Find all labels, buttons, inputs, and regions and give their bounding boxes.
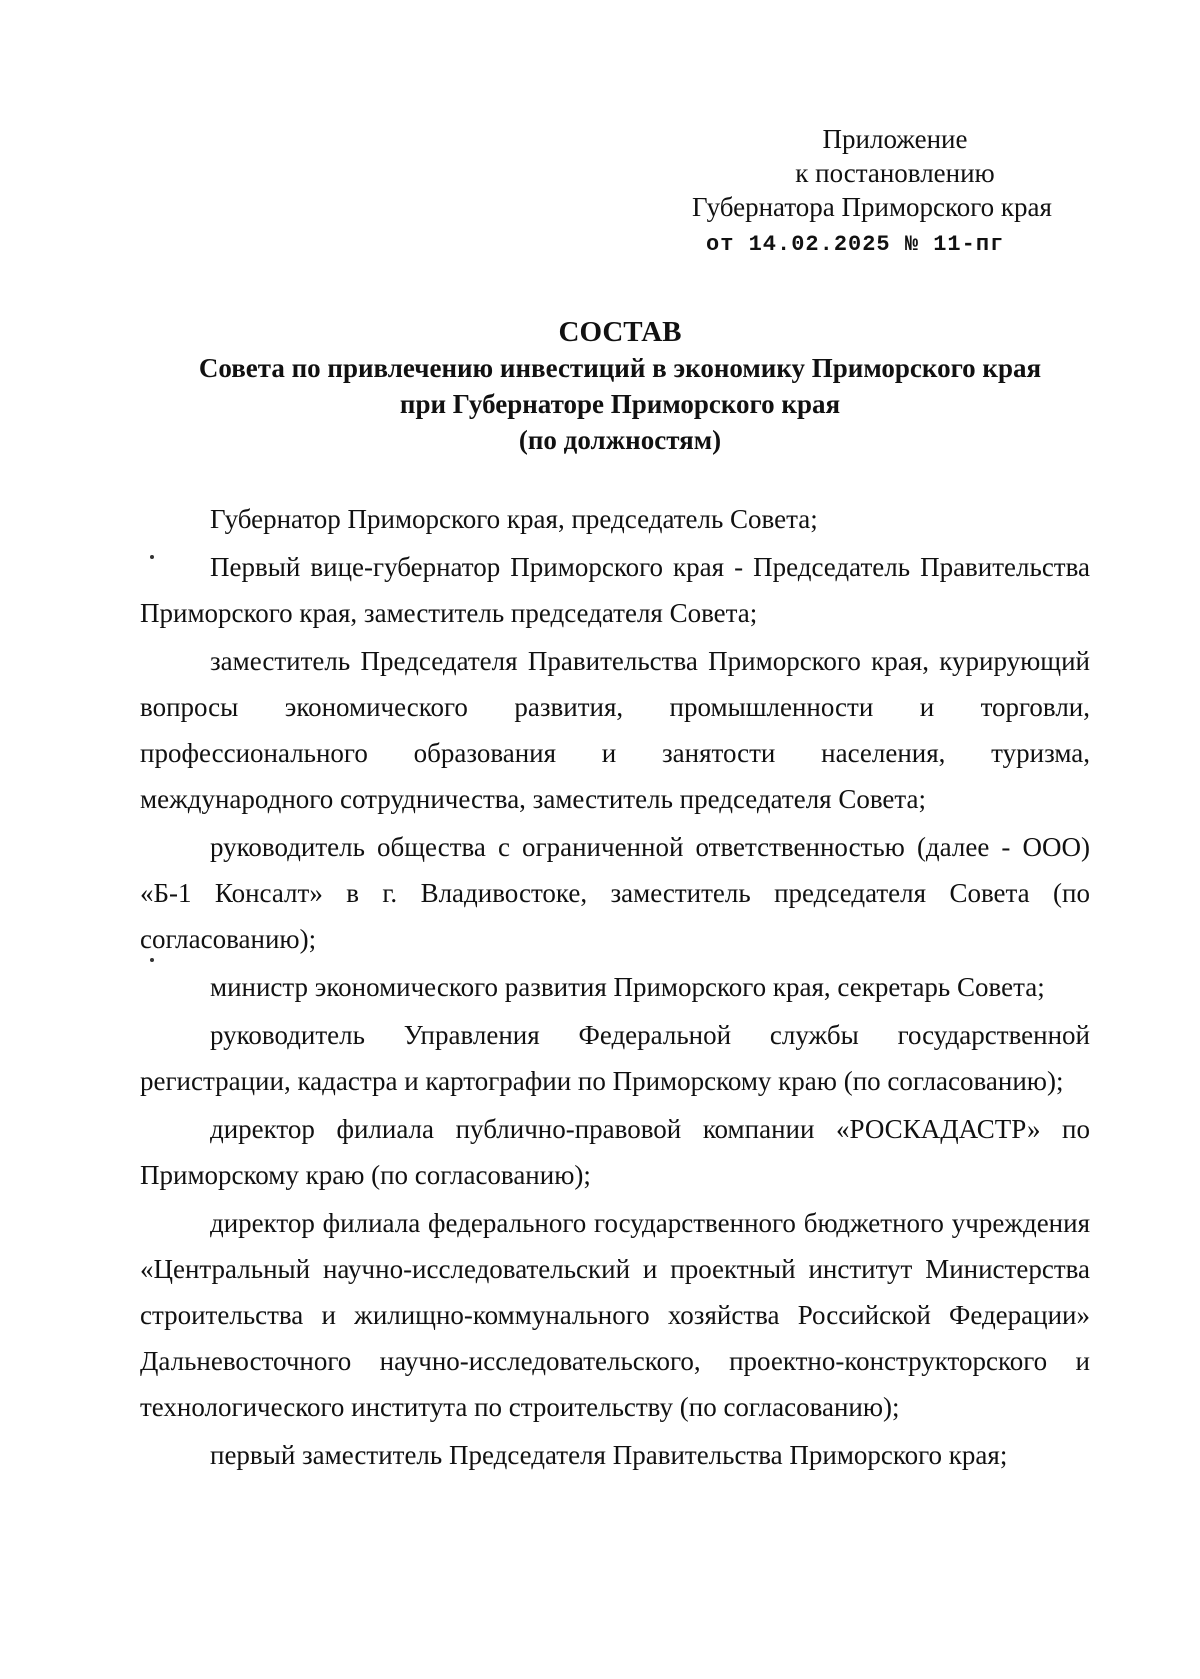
member-item: первый заместитель Председателя Правительства Приморского края; bbox=[210, 1440, 1008, 1470]
member-item: Губернатор Приморского края, председатель Совета; bbox=[210, 504, 818, 534]
document-subtitle-2: при Губернаторе Приморского края bbox=[399, 389, 841, 419]
scan-speck bbox=[150, 958, 154, 962]
appendix-reference: к постановлению bbox=[795, 158, 995, 188]
appendix-header bbox=[690, 122, 1100, 262]
member-item: заместитель Председателя Правительства Приморского края, курирующий вопросы экономического развития, промышленности и торговли, профессионального образования и занятости населения, туризма, международного сотрудничества, заместитель председателя Совета; bbox=[140, 646, 1090, 814]
document-title-block bbox=[140, 314, 1100, 458]
member-item: руководитель общества с ограниченной ответственностью (далее - ООО) «Б-1 Консалт» в г. Владивостоке, заместитель председателя Совета (по согласованию); bbox=[140, 832, 1090, 954]
registration-stamp: от 14.02.2025 № 11-пг bbox=[706, 232, 1005, 257]
document-subtitle-3: (по должностям) bbox=[518, 425, 722, 455]
members-list bbox=[140, 496, 1090, 1480]
appendix-title: Приложение bbox=[822, 124, 968, 154]
member-item: Первый вице-губернатор Приморского края - Председатель Правительства Приморского края, заместитель председателя Совета; bbox=[140, 552, 1090, 628]
member-item: директор филиала публично-правовой компании «РОСКАДАСТР» по Приморскому краю (по согласованию); bbox=[140, 1114, 1090, 1190]
appendix-issuer: Губернатора Приморского края bbox=[692, 192, 1052, 222]
member-item: министр экономического развития Приморского края, секретарь Совета; bbox=[210, 972, 1045, 1002]
member-item: директор филиала федерального государственного бюджетного учреждения «Центральный научно-исследовательский и проектный институт Министерства строительства и жилищно-коммунального хозяйства Российской Федерации» Дальневосточного научно-исследовательского, проектно-конструкторского и технологического института по строительству (по согласованию); bbox=[140, 1208, 1090, 1422]
document-title: СОСТАВ bbox=[558, 316, 682, 348]
document-subtitle-1: Совета по привлечению инвестиций в экономику Приморского края bbox=[198, 353, 1042, 383]
scan-speck bbox=[150, 555, 154, 559]
member-item: руководитель Управления Федеральной службы государственной регистрации, кадастра и картографии по Приморскому краю (по согласованию); bbox=[140, 1020, 1090, 1096]
